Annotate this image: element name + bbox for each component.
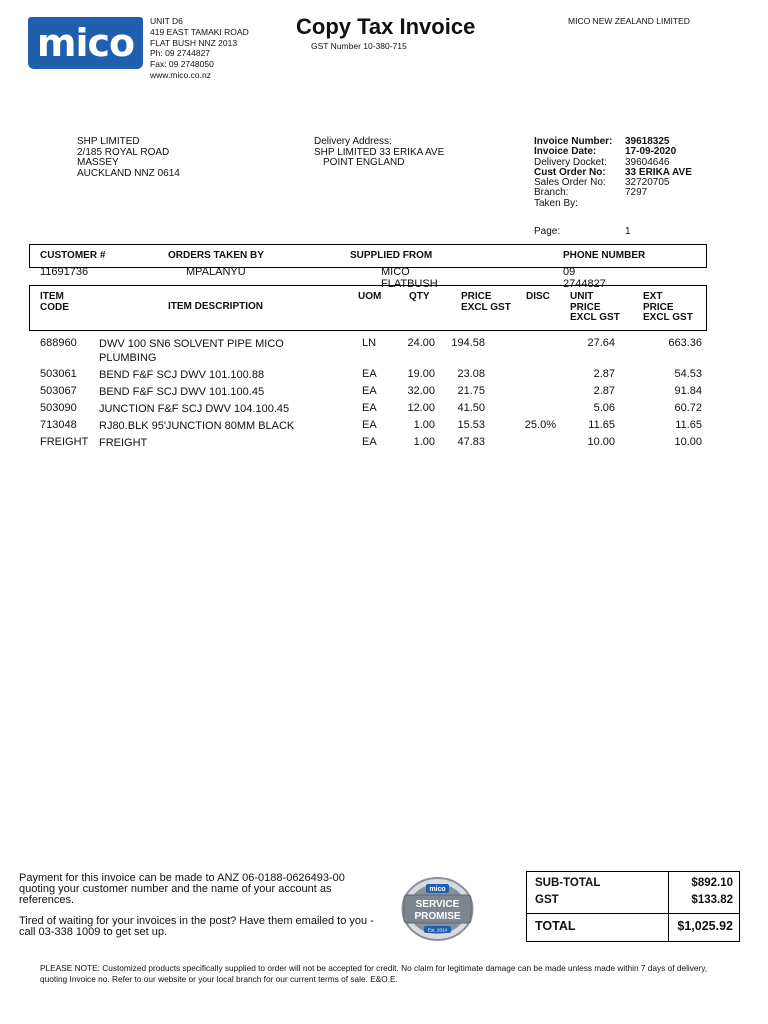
taken-by-row: [534, 199, 692, 209]
item-uom: EA: [362, 436, 377, 448]
totals-divider: [668, 872, 669, 941]
company-name: MICO NEW ZEALAND LIMITED: [568, 16, 690, 26]
item-description: DWV 100 SN6 SOLVENT PIPE MICO PLUMBING: [99, 338, 284, 364]
meta-value: 7297: [625, 187, 648, 199]
page-value: 1: [625, 226, 631, 237]
terms-note: PLEASE NOTE: Customized products specifically supplied to order will not be accepted for credit. No claim for legitimate damage can be made unless made within 7 days of delivery, quoting Invoice no. Refer to our website or your local branch for our current terms of sale. E&O.E.: [40, 963, 708, 984]
item-ext-price: 54.53: [674, 368, 702, 380]
invoice-meta: [534, 137, 692, 209]
logo-text: mico: [36, 21, 135, 65]
gst-value: $133.82: [691, 894, 733, 906]
col-price-excl-gst: PRICE EXCL GST: [461, 291, 511, 313]
supplied-from-header: SUPPLIED FROM: [350, 250, 433, 261]
orders-taken-by-value: MPALANYU: [186, 266, 246, 278]
email-invoice-text: Tired of waiting for your invoices in the post? Have them emailed to you - call 03-338 1009 to get set up.: [19, 915, 374, 938]
gst-number: GST Number 10-380-715: [311, 41, 407, 51]
table-row: [0, 402, 768, 419]
item-unit-price: 2.87: [593, 385, 615, 397]
meta-value: 39618325: [625, 136, 670, 147]
bill-to-address: [77, 137, 180, 179]
meta-value: 17-09-2020: [625, 146, 677, 158]
item-description: FREIGHT: [99, 437, 148, 449]
item-description: BEND F&F SCJ DWV 101.100.45: [99, 386, 265, 398]
item-disc: 25.0%: [524, 419, 556, 431]
table-row: [0, 385, 768, 402]
item-ext-price: 11.65: [675, 419, 702, 431]
item-ext-price: 91.84: [674, 385, 702, 397]
item-price: 15.53: [457, 419, 485, 431]
phone-number-header: PHONE NUMBER: [563, 250, 646, 261]
bill-to-line: 2/185 ROYAL ROAD: [77, 146, 170, 158]
item-unit-price: 10.00: [587, 436, 615, 448]
order-header-box: [29, 244, 707, 268]
item-code: 713048: [40, 419, 77, 431]
table-row: [0, 419, 768, 436]
company-address: [150, 16, 249, 81]
meta-label: Invoice Date:: [534, 146, 597, 158]
item-code: FREIGHT: [40, 436, 89, 448]
address-line: UNIT D6: [150, 16, 183, 26]
item-code: 503061: [40, 368, 77, 380]
item-unit-price: 5.06: [593, 402, 615, 414]
item-price: 21.75: [457, 385, 485, 397]
meta-label: Sales Order No:: [534, 177, 606, 189]
item-description: JUNCTION F&F SCJ DWV 104.100.45: [99, 403, 290, 415]
col-disc: DISC: [526, 291, 550, 302]
delivery-line: SHP LIMITED 33 ERIKA AVE: [314, 146, 445, 158]
item-uom: LN: [362, 337, 377, 349]
page-number-row: [534, 226, 631, 237]
item-code: 503067: [40, 385, 77, 397]
item-unit-price: 27.64: [587, 337, 615, 349]
badge-line1: SERVICE: [415, 899, 460, 910]
item-description: BEND F&F SCJ DWV 101.100.88: [99, 369, 265, 381]
item-unit-price: 2.87: [593, 368, 615, 380]
item-description: RJ80.BLK 95'JUNCTION 80MM BLACK: [99, 420, 295, 432]
col-uom: UOM: [358, 291, 382, 302]
item-qty: 19.00: [407, 368, 435, 380]
item-qty: 24.00: [407, 337, 435, 349]
item-code: 688960: [40, 337, 77, 349]
total-value: $1,025.92: [677, 919, 733, 933]
col-item-description: ITEM DESCRIPTION: [168, 301, 264, 312]
col-qty: QTY: [409, 291, 430, 302]
item-price: 47.83: [457, 436, 485, 448]
delivery-label: Delivery Address:: [314, 136, 392, 147]
bill-to-line: AUCKLAND NNZ 0614: [77, 167, 180, 179]
service-promise-badge: [400, 876, 475, 942]
phone-number-value: 09 2744827: [563, 266, 606, 290]
item-price: 194.58: [451, 337, 485, 349]
badge-line2: PROMISE: [414, 911, 461, 922]
item-ext-price: 663.36: [668, 337, 702, 349]
badge-est-text: Est. 2014: [427, 927, 448, 933]
document-title: Copy Tax Invoice: [296, 14, 476, 39]
meta-label: Branch:: [534, 187, 569, 199]
item-ext-price: 10.00: [674, 436, 702, 448]
address-line: FLAT BUSH NNZ 2013: [150, 37, 238, 48]
subtotal-value: $892.10: [691, 877, 733, 889]
item-qty: 1.00: [413, 419, 435, 431]
totals-box: [526, 871, 740, 942]
meta-value: 39604646: [625, 156, 670, 168]
total-label: TOTAL: [535, 919, 576, 933]
customer-number-value: 11691736: [40, 266, 89, 278]
item-qty: 12.00: [407, 402, 435, 414]
items-header-box: [29, 285, 707, 331]
payment-info: [19, 873, 379, 948]
badge-top-text: mico: [429, 886, 446, 893]
bill-to-line: MASSEY: [77, 157, 119, 168]
meta-label: Invoice Number:: [534, 136, 613, 147]
table-row: [0, 436, 768, 453]
item-ext-price: 60.72: [674, 402, 702, 414]
phone-line: Ph: 09 2744827: [150, 48, 211, 59]
meta-label: Cust Order No:: [534, 166, 606, 178]
item-uom: EA: [362, 402, 377, 414]
fax-line: Fax: 09 2748050: [150, 59, 214, 70]
orders-taken-by-header: ORDERS TAKEN BY: [168, 250, 264, 261]
subtotal-label: SUB-TOTAL: [535, 877, 601, 889]
mico-logo: [28, 17, 143, 69]
col-item-code: ITEM CODE: [40, 291, 69, 313]
item-qty: 1.00: [413, 436, 435, 448]
item-qty: 32.00: [407, 385, 435, 397]
meta-label: Delivery Docket:: [534, 156, 607, 168]
meta-value: 32720705: [625, 177, 670, 189]
totals-divider: [527, 913, 739, 914]
bill-to-line: SHP LIMITED: [77, 136, 140, 147]
item-uom: EA: [362, 385, 377, 397]
item-uom: EA: [362, 419, 377, 431]
payment-text: Payment for this invoice can be made to ANZ 06-0188-0626493-00 quoting your customer number and the name of your account as references.: [19, 872, 345, 906]
col-unit-price: UNIT PRICE EXCL GST: [570, 291, 620, 323]
item-uom: EA: [362, 368, 377, 380]
item-code: 503090: [40, 402, 77, 414]
meta-label: Taken By:: [534, 197, 578, 209]
col-ext-price: EXT PRICE EXCL GST: [643, 291, 693, 323]
meta-value: 33 ERIKA AVE: [625, 166, 692, 178]
item-price: 23.08: [457, 368, 485, 380]
customer-number-header: CUSTOMER #: [40, 250, 106, 261]
table-row: [0, 368, 768, 385]
delivery-address: [314, 137, 444, 169]
website-line: www.mico.co.nz: [150, 69, 211, 80]
page-label: Page:: [534, 226, 561, 237]
item-unit-price: 11.65: [588, 419, 615, 431]
address-line: 419 EAST TAMAKI ROAD: [150, 26, 249, 37]
supplied-from-value: MICO FLATBUSH: [381, 266, 438, 290]
gst-label: GST: [535, 894, 559, 906]
delivery-line: POINT ENGLAND: [323, 157, 405, 168]
table-row: [0, 337, 768, 368]
items-table-body: [0, 337, 768, 453]
item-price: 41.50: [457, 402, 485, 414]
